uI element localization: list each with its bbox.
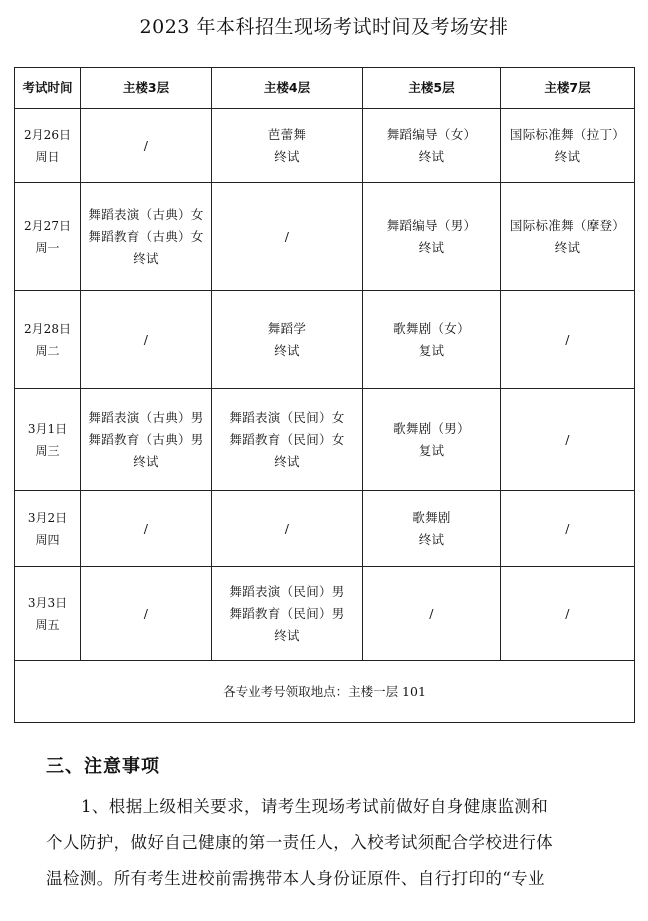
schedule-cell [501,291,635,389]
header-floor-4: 主楼4层 [212,68,363,109]
weekday-text: 周四 [35,532,60,547]
exam-schedule-table [14,67,635,723]
exam-entry-text: 舞蹈编导（男） [386,217,477,233]
exam-entry-text: 终试 [554,148,581,164]
exam-entry-text: 舞蹈教育（古典）男 [88,431,204,447]
empty-slot-mark: / [143,520,149,536]
paragraph-line: 1、根据上级相关要求，请考生现场考试前做好自身健康监测和 [81,797,549,816]
schedule-cell [212,291,363,389]
date-cell [15,109,81,183]
exam-entry-text: 复试 [418,342,445,358]
empty-slot-mark: / [284,228,290,244]
section-heading: 三、注意事项 [46,756,160,777]
exam-entry-text: 复试 [418,442,445,458]
exam-entry-text: 舞蹈表演（古典）男 [88,409,204,425]
date-cell [15,291,81,389]
date-text: 2月26日 [24,127,71,142]
exam-entry-text: 终试 [274,453,300,469]
table-header-row [15,68,635,109]
schedule-cell [212,491,363,567]
header-exam-time: 考试时间 [15,68,81,109]
exam-entry-text: 歌舞剧（男） [393,420,470,436]
date-text: 3月1日 [27,421,68,436]
schedule-cell [212,109,363,183]
schedule-cell [363,389,501,491]
exam-entry-text: 终试 [274,148,300,164]
schedule-cell [212,567,363,661]
empty-slot-mark: / [143,605,149,621]
date-text: 3月3日 [27,595,68,610]
exam-entry-text: 终试 [418,148,445,164]
exam-entry-text: 舞蹈教育（民间）男 [229,605,345,621]
date-cell [15,183,81,291]
exam-entry-text: 舞蹈教育（民间）女 [229,431,345,447]
exam-entry-text: 国际标准舞（拉丁） [509,126,626,142]
exam-entry-text: 终试 [133,250,159,266]
exam-entry-text: 终试 [418,239,445,255]
empty-slot-mark: / [284,520,290,536]
table-row [15,183,635,291]
exam-entry-text: 终试 [554,239,581,255]
date-text: 3月2日 [27,510,68,525]
schedule-cell [363,109,501,183]
notice-paragraph [46,789,606,897]
empty-slot-mark: / [143,137,149,153]
schedule-cell [363,291,501,389]
table-row [15,109,635,183]
exam-entry-text: 芭蕾舞 [267,126,307,142]
exam-entry-text: 舞蹈教育（古典）女 [88,228,204,244]
schedule-cell [363,567,501,661]
date-cell [15,491,81,567]
table-row [15,291,635,389]
exam-entry-text: 舞蹈学 [267,320,307,336]
date-cell [15,389,81,491]
exam-entry-text: 歌舞剧（女） [393,320,470,336]
exam-entry-text: 舞蹈表演（民间）男 [229,583,345,599]
schedule-cell [501,491,635,567]
table-row [15,389,635,491]
exam-entry-text: 舞蹈表演（古典）女 [88,206,204,222]
schedule-cell [212,183,363,291]
schedule-cell [81,109,212,183]
date-text: 2月27日 [24,218,71,233]
table-row [15,491,635,567]
exam-entry-text: 终试 [418,531,445,547]
header-floor-7: 主楼7层 [501,68,635,109]
schedule-cell [81,567,212,661]
weekday-text: 周二 [35,343,60,358]
schedule-cell [81,291,212,389]
weekday-text: 周一 [35,240,60,255]
schedule-cell [81,491,212,567]
weekday-text: 周三 [35,443,60,458]
paragraph-line: 个人防护，做好自己健康的第一责任人，入校考试须配合学校进行体 [46,833,553,852]
header-floor-5: 主楼5层 [363,68,501,109]
empty-slot-mark: / [429,605,434,621]
exam-entry-text: 终试 [274,342,300,358]
page-title: 2023 年本科招生现场考试时间及考场安排 [139,16,509,38]
paragraph-line: 温检测。所有考生进校前需携带本人身份证原件、自行打印的“专业 [46,869,545,888]
schedule-cell [501,109,635,183]
exam-entry-text: 国际标准舞（摩登） [509,217,626,233]
schedule-cell [81,389,212,491]
empty-slot-mark: / [143,331,149,347]
schedule-cell [81,183,212,291]
date-cell [15,567,81,661]
weekday-text: 周日 [35,149,60,164]
schedule-cell [363,183,501,291]
schedule-cell [363,491,501,567]
schedule-cell [501,567,635,661]
schedule-cell [212,389,363,491]
exam-entry-text: 歌舞剧 [412,509,451,525]
empty-slot-mark: / [565,520,570,536]
schedule-cell [501,389,635,491]
exam-entry-text: 终试 [274,627,300,643]
header-floor-3: 主楼3层 [81,68,212,109]
date-text: 2月28日 [24,321,71,336]
schedule-cell [501,183,635,291]
table-row [15,567,635,661]
number-pickup-location: 各专业考号领取地点：主楼一层 101 [15,661,635,723]
empty-slot-mark: / [565,331,570,347]
exam-entry-text: 舞蹈编导（女） [386,126,477,142]
weekday-text: 周五 [35,617,60,632]
table-footer-row [15,661,635,723]
empty-slot-mark: / [565,605,570,621]
empty-slot-mark: / [565,431,570,447]
exam-entry-text: 终试 [133,453,159,469]
exam-entry-text: 舞蹈表演（民间）女 [229,409,345,425]
